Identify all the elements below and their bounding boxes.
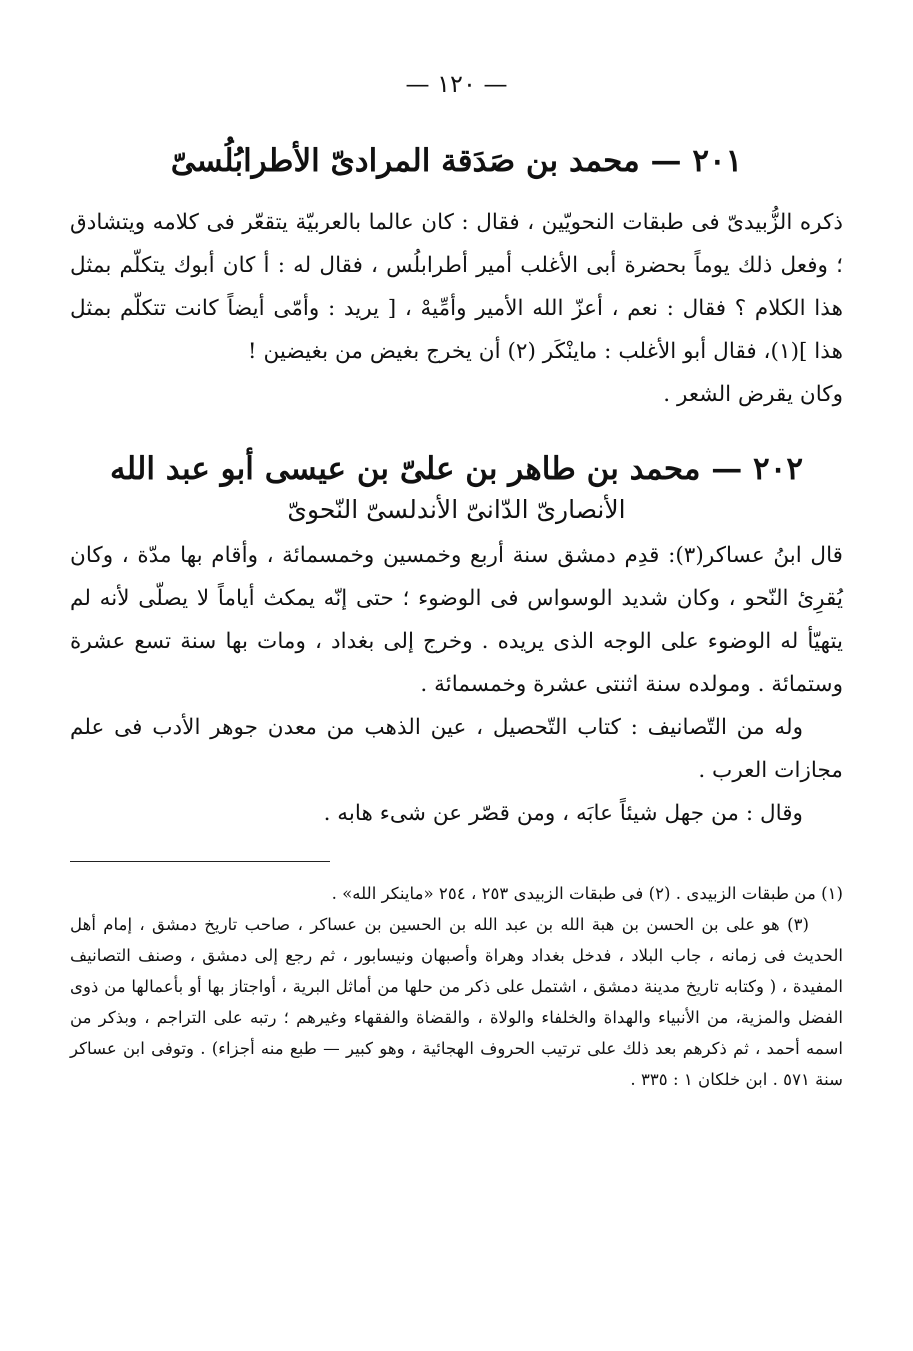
footnote-line: (٣) هو على بن الحسن بن هبة الله بن عبد الله بن الحسين بن عساكر ، صاحب تاريخ دمشق ، إمام أهل الحديث فى زمانه ، جاب البلاد ، فدخل بغداد وهراة وأصبهان ونيسابور ، ثم رجع إلى دمشق ، وصنف التصانيف المفيدة ، ( وكتابه تاريخ مدينة دمشق ، اشتمل على ذكر من حلها من أماثل البرية ، أواجتاز بها أو بأعمالها من ذوى الفضل والمزية، من الأنبياء والهداة والخلفاء والولاة ، والقضاة والفقهاء وغيرهم ؛ رتبه على التراجم ، وبذكر من اسمه أحمد ، ثم ذكرهم بعد ذلك على ترتيب الحروف الهجائية ، وهو كبير — طبع منه أجزاء) . وتوفى ابن عساكر سنة ٥٧١ . ابن خلكان ١ : ٣٣٥ . (70, 914, 843, 1089)
page-number: — ١٢٠ — (405, 70, 508, 98)
footnote-line: (١) من طبقات الزبيدى . (٢) فى طبقات الزبيدى ٢٥٣ ، ٢٥٤ «ماينكر الله» . (331, 883, 843, 903)
entry-paragraph: وكان يقرض الشعر . (663, 381, 843, 407)
entry-subtitle: الأنصارىّ الدّانىّ الأندلسىّ النّحوىّ (287, 494, 626, 524)
entry-paragraph: قال ابنُ عساكر(٣): قدِم دمشق سنة أربع وخمسين وخمسمائة ، وأقام بها مدّة ، وكان يُقرِئ النّحو ، وكان شديد الوسواس فى الوضوء ؛ حتى إنّه يمكث أياماً لا يصلّى لأنه لم يتهيّأ له الوضوء على الوجه الذى يريده . وخرج إلى بغداد ، ومات بها سنة تسع عشرة وستمائة . ومولده سنة اثنتى عشرة وخمسمائة . (70, 542, 843, 697)
entry-201 (70, 142, 843, 416)
document-page (70, 70, 843, 1095)
entry-paragraph: ذكره الزُّبيدىّ فى طبقات النحويّين ، فقال : كان عالما بالعربيّة يتقعّر فى كلامه ويتشادق ؛ وفعل ذلك يوماً بحضرة أبى الأغلب أمير أطرابلُس ، فقال له : أ كان أبوك يتكلّم بمثل هذا الكلام ؟ فقال : نعم ، أعزّ الله الأمير وأمِّيهْ ، [ يريد : وأمّى أيضاً كانت تتكلّم بمثل هذا ](١)، فقال أبو الأغلب : ماينْكَر (٢) أن يخرج بغيض من بغيضين ! (70, 209, 843, 364)
entry-paragraph: وله من التّصانيف : كتاب التّحصيل ، عين الذهب من معدن جوهر الأدب فى علم مجازات العرب . (70, 714, 843, 783)
entry-202 (70, 450, 843, 835)
entry-title: ٢٠١ — محمد بن صَدَقة المرادىّ الأطرابُلُسىّ (170, 143, 743, 179)
entry-title: ٢٠٢ — محمد بن طاهر بن علىّ بن عيسى أبو عبد الله (110, 450, 803, 487)
entry-paragraph: وقال : من جهل شيئاً عابَه ، ومن قصّر عن شىء هابه . (323, 800, 803, 826)
footnote-divider (70, 861, 330, 862)
footnotes (70, 878, 843, 1095)
